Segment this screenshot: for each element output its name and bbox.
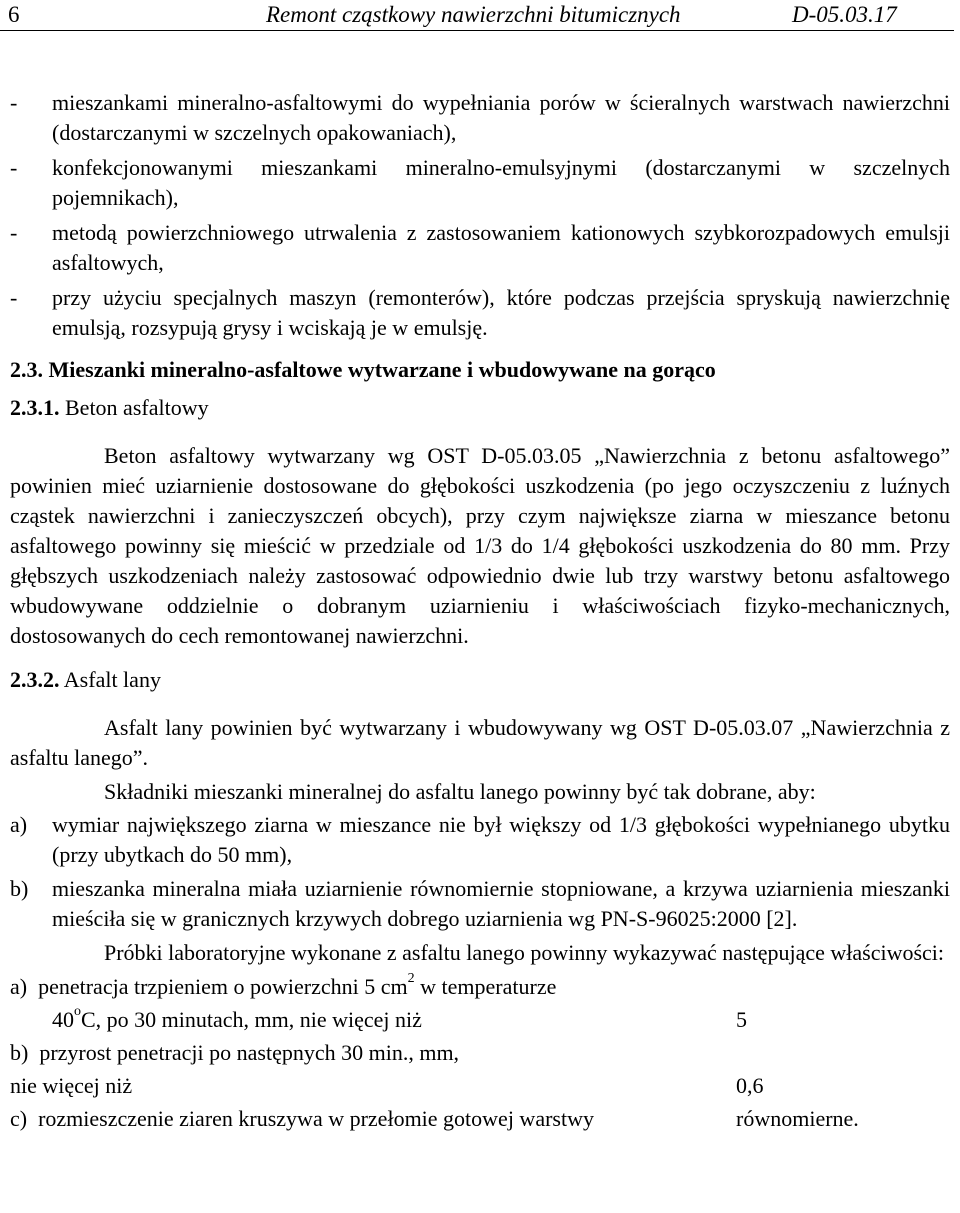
page-number: 6 [8, 2, 20, 27]
bullet-dash: - [10, 90, 18, 115]
page-content [10, 88, 950, 1134]
list-item [10, 88, 950, 148]
condition-mark: b) [10, 876, 29, 901]
property-text: penetracja trzpieniem o powierzchni 5 cm [38, 974, 408, 999]
section-title: Beton asfaltowy [65, 395, 209, 420]
bullet-dash: - [10, 285, 18, 310]
section-heading-2-3-2 [10, 665, 950, 695]
property-b-line2 [10, 1071, 950, 1101]
properties-list [10, 972, 950, 1134]
paragraph-probki: Próbki laboratoryjne wykonane z asfaltu lanego powinny wykazywać następujące właściwości: [104, 940, 945, 965]
property-text: rozmieszczenie ziaren kruszywa w przełomie gotowej warstwy [38, 1106, 594, 1131]
section-number: 2.3.2. [10, 667, 60, 692]
section-title: Asfalt lany [63, 667, 161, 692]
section-heading-2-3-1 [10, 393, 950, 423]
condition-text: mieszanka mineralna miała uziarnienie równomiernie stopniowane, a krzywa uziarnienia mieszanki mieściła się w granicznych krzywych dobrego uziarnienia wg PN-S-96025:2000 [2]. [52, 876, 950, 931]
property-a-line1 [10, 972, 950, 1002]
list-item [10, 218, 950, 278]
property-mark: b) [10, 1040, 29, 1065]
property-temp: 40 [52, 1007, 74, 1032]
property-text: przyrost penetracji po następnych 30 min., mm, [39, 1040, 460, 1065]
list-item-text: mieszankami mineralno-asfaltowymi do wypełniania porów w ścieralnych warstwach nawierzchni (dostarczanymi w szczelnych opakowaniach), [52, 90, 950, 145]
list-item [10, 153, 950, 213]
property-mark: a) [10, 974, 28, 999]
property-a-line2 [10, 1005, 950, 1035]
list-item-text: konfekcjonowanymi mieszankami mineralno-emulsyjnymi (dostarczanymi w szczelnych pojemnikach), [52, 155, 950, 210]
property-mark: c) [10, 1106, 28, 1131]
property-text-end: w temperaturze [414, 974, 557, 999]
paragraph-skladniki: Składniki mieszanki mineralnej do asfaltu lanego powinny być tak dobrane, aby: [104, 779, 816, 804]
condition-item [10, 874, 950, 934]
property-text: C, po 30 minutach, mm, nie więcej niż [81, 1007, 422, 1032]
list-item [10, 283, 950, 343]
condition-mark: a) [10, 812, 28, 837]
property-value: 5 [736, 1007, 747, 1032]
property-value: 0,6 [736, 1073, 764, 1098]
property-text: nie więcej niż [10, 1073, 133, 1098]
document-code: D-05.03.17 [792, 2, 897, 27]
condition-text: wymiar największego ziarna w mieszance nie był większy od 1/3 głębokości wypełnianego ubytku (przy ubytkach do 50 mm), [52, 812, 950, 867]
paragraph-asfalt: Asfalt lany powinien być wytwarzany i wbudowywany wg OST D-05.03.07 „Nawierzchnia z asfaltu lanego”. [10, 715, 950, 770]
superscript: 2 [407, 970, 415, 986]
list-item-text: przy użyciu specjalnych maszyn (remonterów), które podczas przejścia spryskują nawierzchnię emulsją, rozsypują grysy i wciskają je w emulsję. [52, 285, 950, 340]
page-header [0, 0, 954, 31]
section-number: 2.3.1. [10, 395, 60, 420]
paragraph-beton: Beton asfaltowy wytwarzany wg OST D-05.03.05 „Nawierzchnia z betonu asfaltowego” powinien mieć uziarnienie dostosowane do głębokości uszkodzenia (po jego oczyszczeniu z luźnych cząstek nawierzchni i zanieczyszczeń obcych), przy czym największe ziarna w mieszance betonu asfaltowego powinny się mieścić w przedziale od 1/3 do 1/4 głębokości uszkodzenia do 80 mm. Przy głębszych uszkodzeniach należy zastosować odpowiednio dwie lub trzy warstwy betonu asfaltowego wbudowywane oddzielnie o dobranym uziarnieniu i właściwościach fizyko-mechanicznych, dostosowanych do cech remontowanej nawierzchni. [10, 443, 950, 648]
bullet-dash: - [10, 220, 18, 245]
bullet-dash: - [10, 155, 18, 180]
property-c [10, 1104, 950, 1134]
condition-item [10, 810, 950, 870]
section-heading-2-3: 2.3. Mieszanki mineralno-asfaltowe wytwarzane i wbudowywane na gorąco [10, 357, 716, 382]
property-value: równomierne. [736, 1106, 859, 1131]
superscript: o [74, 1003, 81, 1019]
document-title: Remont cząstkowy nawierzchni bitumicznych [266, 2, 681, 27]
list-item-text: metodą powierzchniowego utrwalenia z zastosowaniem kationowych szybkorozpadowych emulsji asfaltowych, [52, 220, 950, 275]
property-b-line1 [10, 1038, 950, 1068]
